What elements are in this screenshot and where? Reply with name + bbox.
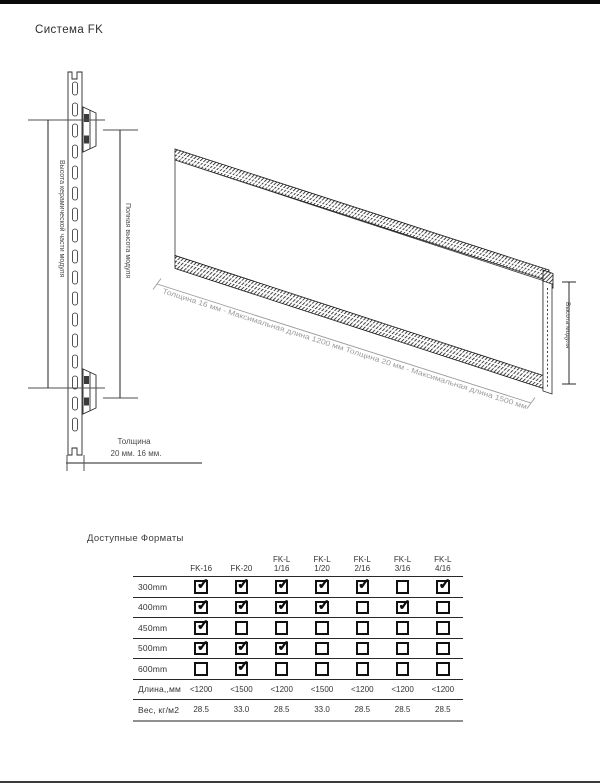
table-cell [181,576,221,597]
table-cell: <1200 [262,679,302,700]
dim-full-height-label: Полная высота модуля [124,203,131,279]
format-checkbox [436,662,450,676]
format-checkbox [396,642,410,656]
formats-table [133,550,463,722]
dim-ceramic-height-label: Высота керамической части модуля [58,160,65,278]
row-label: Вес, кг/м2 [133,699,181,722]
row-label: 300mm [133,576,181,597]
table-cell [262,617,302,638]
column-header: FK-L 3/16 [393,555,412,573]
format-checkbox [436,642,450,656]
format-checkbox [275,621,289,635]
format-checkbox [396,621,410,635]
row-label: 600mm [133,658,181,679]
format-checkbox [356,580,370,594]
dim-module-height-label: Высота модуля [564,302,571,349]
table-cell [382,597,422,618]
clip-bracket-top [83,107,96,152]
format-checkbox [235,580,249,594]
format-checkbox [275,642,289,656]
column-header: FK-20 [230,563,253,573]
table-cell: 33.0 [221,699,261,722]
page-title: Система FK [35,24,104,36]
format-checkbox [356,642,370,656]
table-cell [423,617,463,638]
format-checkbox [235,621,249,635]
table-cell [181,597,221,618]
format-checkbox [235,662,249,676]
table-cell: <1200 [181,679,221,700]
table-cell [181,658,221,679]
table-cell: 33.0 [302,699,342,722]
format-checkbox [436,601,450,615]
table-cell [302,658,342,679]
table-cell [382,576,422,597]
table-cell [221,638,261,659]
table-cell [221,617,261,638]
table-cell [302,638,342,659]
table-cell [221,597,261,618]
table-cell: <1200 [423,679,463,700]
row-label: 450mm [133,617,181,638]
format-checkbox [315,601,329,615]
table-cell [262,638,302,659]
table-cell [302,617,342,638]
column-header: FK-L 2/16 [353,555,371,573]
format-checkbox [235,642,249,656]
table-cell: 28.5 [181,699,221,722]
table-cell [382,638,422,659]
format-checkbox [315,580,329,594]
format-checkbox [436,580,450,594]
table-cell [302,597,342,618]
format-checkbox [436,621,450,635]
table-cell: <1500 [221,679,261,700]
table-cell [181,638,221,659]
table-cell [342,638,382,659]
table-cell: 28.5 [382,699,422,722]
dim-thickness-values: 20 мм. 16 мм. [110,449,162,458]
dim-thickness-label: Толщина [117,437,151,446]
table-cell [423,658,463,679]
format-checkbox [315,662,329,676]
format-checkbox [356,601,370,615]
format-checkbox [356,621,370,635]
format-checkbox [194,621,208,635]
table-cell [262,576,302,597]
table-cell [423,576,463,597]
length-annotation-text: Толщина 16 мм - Максимальная длина 1200 мм Толщина 20 мм - Максимальная длина 1500 мм [161,286,476,395]
table-cell [342,576,382,597]
column-header: FK-L 1/16 [273,555,291,573]
row-label: 500mm [133,638,181,659]
format-checkbox [275,580,289,594]
column-header: FK-L 1/20 [313,555,331,573]
table-cell [342,658,382,679]
format-checkbox [396,601,410,615]
format-checkbox [194,580,208,594]
row-label: 400mm [133,597,181,618]
format-checkbox [315,621,329,635]
format-checkbox [194,642,208,656]
table-cell [342,597,382,618]
table-cell: 28.5 [423,699,463,722]
format-checkbox [194,662,208,676]
clip-bracket-bottom [83,369,96,414]
table-cell [221,576,261,597]
format-checkbox [356,662,370,676]
table-cell [262,597,302,618]
table-cell [423,638,463,659]
table-cell [221,658,261,679]
table-cell [262,658,302,679]
table-cell: 28.5 [262,699,302,722]
format-checkbox [315,642,329,656]
format-checkbox [396,580,410,594]
formats-heading: Доступные Форматы [87,533,184,544]
format-checkbox [275,601,289,615]
format-checkbox [275,662,289,676]
table-cell [302,576,342,597]
corner-cell [133,550,181,576]
table-cell [181,617,221,638]
table-cell: 28.5 [342,699,382,722]
column-header: FK-L 4/16 [434,555,452,573]
table-cell [423,597,463,618]
table-cell: <1500 [302,679,342,700]
table-cell: <1200 [342,679,382,700]
table-cell [382,658,422,679]
rail-profile-section [68,72,96,455]
format-checkbox [235,601,249,615]
row-label: Длина,,мм [133,679,181,700]
format-checkbox [194,601,208,615]
table-cell: <1200 [382,679,422,700]
table-cell [342,617,382,638]
format-checkbox [396,662,410,676]
column-header: FK-16 [190,563,213,573]
rail-strip [68,72,82,455]
table-cell [382,617,422,638]
